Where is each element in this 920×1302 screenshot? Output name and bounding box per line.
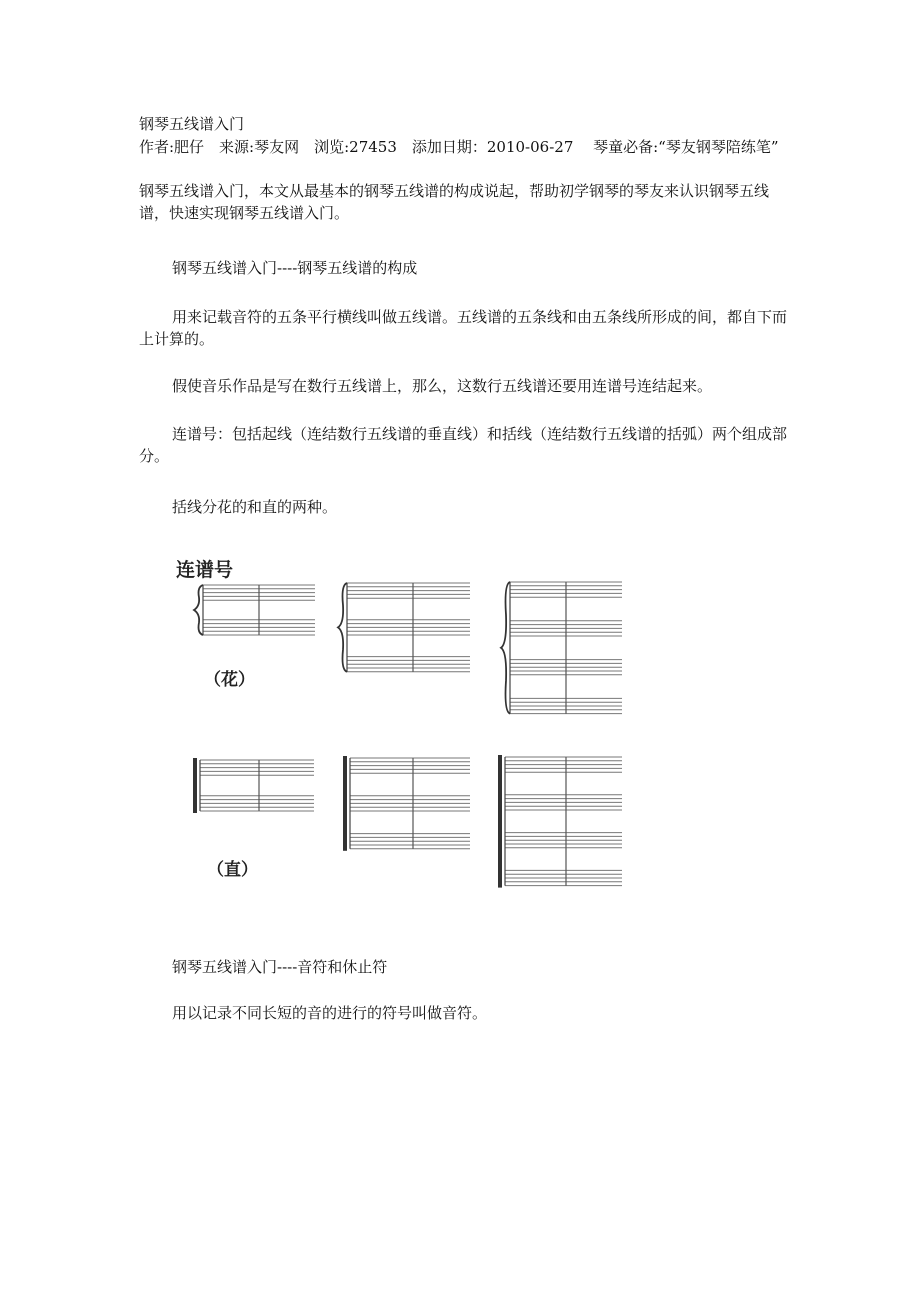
- paragraph: 连谱号：包括起线（连结数行五线谱的垂直线）和括线（连结数行五线谱的括弧）两个组成部分。: [139, 425, 788, 465]
- curly-brace-icon: [501, 582, 510, 714]
- straight-bracket-icon: [193, 758, 197, 813]
- paragraph: 用以记录不同长短的音的进行的符号叫做音符。: [172, 1004, 488, 1022]
- curly-brace-label: （花）: [204, 670, 255, 690]
- section-heading: 钢琴五线谱入门----音符和休止符: [172, 958, 388, 976]
- straight-bracket-icon: [343, 756, 347, 851]
- section-heading: 钢琴五线谱入门----钢琴五线谱的构成: [172, 259, 418, 277]
- paragraph: 括线分花的和直的两种。: [172, 498, 338, 516]
- article-meta: 作者:肥仔 来源:琴友网 浏览:27453 添加日期：2010-06-27 琴童必备:“琴友钢琴陪练笔”: [139, 138, 779, 156]
- paragraph: 用来记载音符的五条平行横线叫做五线谱。五线谱的五条线和由五条线所形成的间，都自下而上计算的。: [139, 308, 788, 348]
- brace-figure: [160, 545, 630, 930]
- curly-brace-icon: [338, 583, 347, 672]
- straight-bracket-label: （直）: [207, 860, 258, 880]
- straight-bracket-icon: [498, 755, 502, 888]
- figure-title: 连谱号: [176, 559, 234, 581]
- document-title: 钢琴五线谱入门: [139, 115, 245, 133]
- paragraph: 假使音乐作品是写在数行五线谱上，那么，这数行五线谱还要用连谱号连结起来。: [172, 377, 713, 395]
- intro-paragraph: 钢琴五线谱入门，本文从最基本的钢琴五线谱的构成说起，帮助初学钢琴的琴友来认识钢琴五线谱，快速实现钢琴五线谱入门。: [139, 182, 770, 222]
- curly-brace-icon: [194, 585, 203, 635]
